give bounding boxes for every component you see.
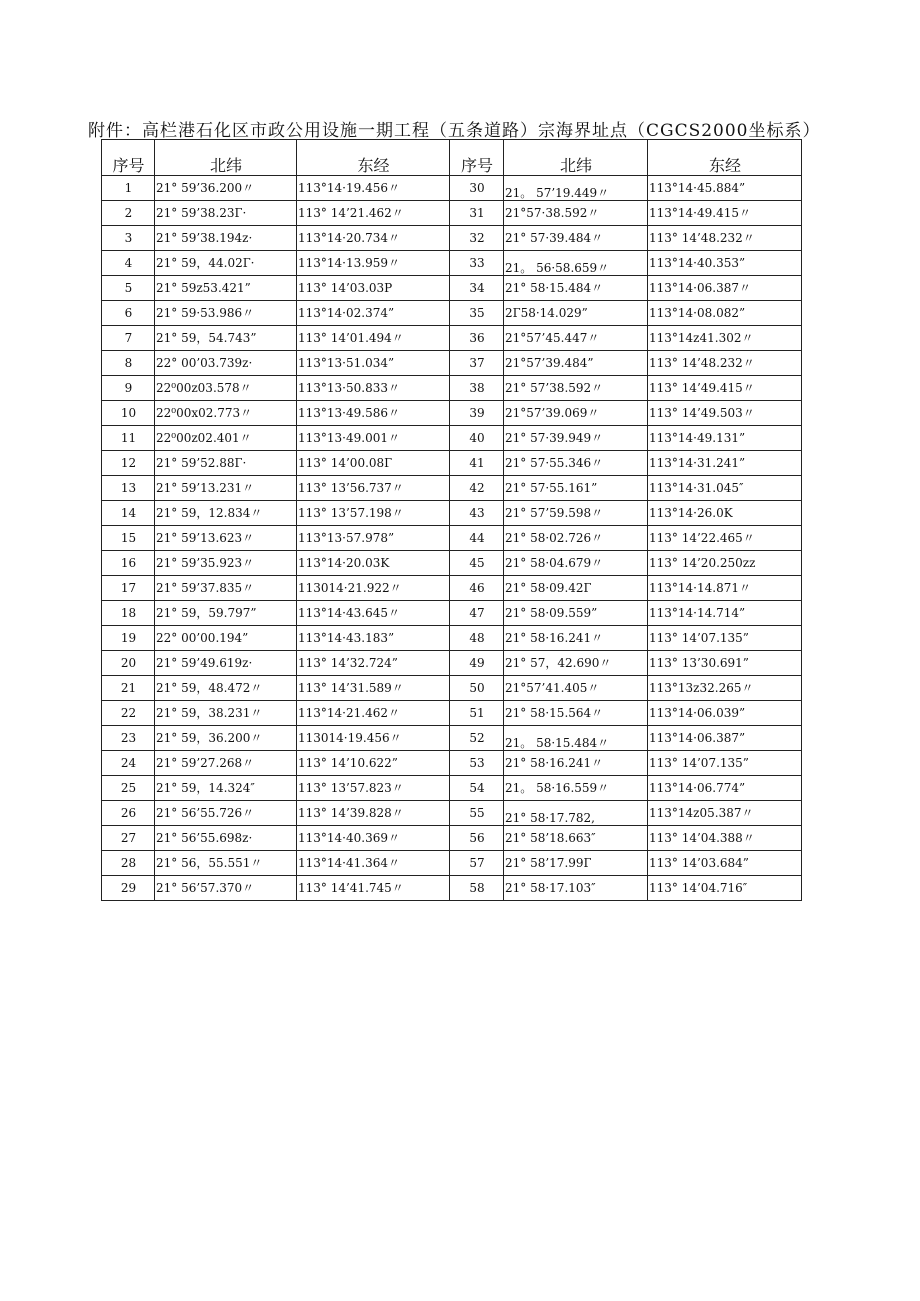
latitude-cell: 21°57’39.069〃	[504, 401, 648, 426]
longitude-cell: 113° 13’57.198〃	[297, 501, 450, 526]
latitude-cell: 21° 58·15.564〃	[504, 701, 648, 726]
seq-cell: 37	[450, 351, 504, 376]
longitude-cell: 113° 14’32.724”	[297, 651, 450, 676]
seq-cell: 30	[450, 176, 504, 201]
seq-cell: 3	[102, 226, 155, 251]
table-row	[102, 801, 802, 826]
seq-cell: 21	[102, 676, 155, 701]
latitude-cell: 21° 59，36.200〃	[155, 726, 297, 751]
latitude-cell: 21。 58·15.484〃	[504, 726, 648, 751]
latitude-cell: 21° 56’57.370〃	[155, 876, 297, 901]
latitude-cell: 21°57’39.484”	[504, 351, 648, 376]
longitude-cell: 113°14·02.374”	[297, 301, 450, 326]
table-row	[102, 226, 802, 251]
longitude-cell: 113°14·43.645〃	[297, 601, 450, 626]
seq-cell: 10	[102, 401, 155, 426]
longitude-cell: 113°13z32.265〃	[648, 676, 802, 701]
seq-cell: 58	[450, 876, 504, 901]
seq-cell: 19	[102, 626, 155, 651]
latitude-cell: 22⁰00z02.401〃	[155, 426, 297, 451]
latitude-cell: 21° 59，48.472〃	[155, 676, 297, 701]
latitude-cell: 21°57·38.592〃	[504, 201, 648, 226]
seq-cell: 8	[102, 351, 155, 376]
longitude-cell: 113°14·08.082”	[648, 301, 802, 326]
latitude-cell: 22⁰00z03.578〃	[155, 376, 297, 401]
table-row	[102, 826, 802, 851]
longitude-cell: 113°14z05.387〃	[648, 801, 802, 826]
latitude-cell: 21° 57·55.161”	[504, 476, 648, 501]
seq-cell: 6	[102, 301, 155, 326]
latitude-cell: 21° 59·53.986〃	[155, 301, 297, 326]
table-row	[102, 201, 802, 226]
seq-cell: 5	[102, 276, 155, 301]
longitude-cell: 113° 14’07.135”	[648, 751, 802, 776]
header-lon-right: 东经	[648, 140, 802, 176]
latitude-cell: 21° 59’13.623〃	[155, 526, 297, 551]
longitude-cell: 113°14·31.241”	[648, 451, 802, 476]
longitude-cell: 113°14·26.0K	[648, 501, 802, 526]
latitude-cell: 21° 59’13.231〃	[155, 476, 297, 501]
longitude-cell: 113° 14’00.08Г	[297, 451, 450, 476]
latitude-cell: 21° 57·39.484〃	[504, 226, 648, 251]
longitude-cell: 113°13·49.586〃	[297, 401, 450, 426]
latitude-cell: 21° 58·04.679〃	[504, 551, 648, 576]
table-row	[102, 551, 802, 576]
seq-cell: 43	[450, 501, 504, 526]
longitude-cell: 113° 14’48.232〃	[648, 351, 802, 376]
seq-cell: 14	[102, 501, 155, 526]
latitude-cell: 21° 58·09.42Г	[504, 576, 648, 601]
seq-cell: 44	[450, 526, 504, 551]
seq-cell: 1	[102, 176, 155, 201]
table-row	[102, 501, 802, 526]
seq-cell: 12	[102, 451, 155, 476]
longitude-cell: 113°14·19.456〃	[297, 176, 450, 201]
seq-cell: 2	[102, 201, 155, 226]
latitude-cell: 21° 56’55.698z·	[155, 826, 297, 851]
longitude-cell: 113° 14’10.622”	[297, 751, 450, 776]
table-row	[102, 626, 802, 651]
longitude-cell: 113°14·06.039”	[648, 701, 802, 726]
seq-cell: 20	[102, 651, 155, 676]
longitude-cell: 113°14·40.369〃	[297, 826, 450, 851]
seq-cell: 54	[450, 776, 504, 801]
table-row	[102, 601, 802, 626]
longitude-cell: 113° 14’07.135”	[648, 626, 802, 651]
longitude-cell: 113° 13’30.691”	[648, 651, 802, 676]
latitude-cell: 21° 59，44.02Г·	[155, 251, 297, 276]
longitude-cell: 113° 14’04.716″	[648, 876, 802, 901]
longitude-cell: 113° 14’41.745〃	[297, 876, 450, 901]
longitude-cell: 113°14·14.714”	[648, 601, 802, 626]
latitude-cell: 21° 58’17.99Г	[504, 851, 648, 876]
table-row	[102, 351, 802, 376]
latitude-cell: 21° 59，59.797”	[155, 601, 297, 626]
longitude-cell: 113014·21.922〃	[297, 576, 450, 601]
table-row	[102, 526, 802, 551]
latitude-cell: 2Г58·14.029”	[504, 301, 648, 326]
seq-cell: 23	[102, 726, 155, 751]
longitude-cell: 113°13·51.034”	[297, 351, 450, 376]
table-header-row	[102, 140, 802, 176]
longitude-cell: 113°14·20.734〃	[297, 226, 450, 251]
seq-cell: 47	[450, 601, 504, 626]
table-row	[102, 701, 802, 726]
seq-cell: 24	[102, 751, 155, 776]
longitude-cell: 113° 14’20.250zz	[648, 551, 802, 576]
longitude-cell: 113° 14’31.589〃	[297, 676, 450, 701]
longitude-cell: 113°14·06.387〃	[648, 276, 802, 301]
header-lat-right: 北纬	[504, 140, 648, 176]
table-row	[102, 776, 802, 801]
longitude-cell: 113° 14’49.415〃	[648, 376, 802, 401]
seq-cell: 42	[450, 476, 504, 501]
latitude-cell: 21° 59’36.200〃	[155, 176, 297, 201]
seq-cell: 7	[102, 326, 155, 351]
longitude-cell: 113°14·41.364〃	[297, 851, 450, 876]
seq-cell: 31	[450, 201, 504, 226]
table-row	[102, 276, 802, 301]
header-seq-left: 序号	[102, 140, 155, 176]
latitude-cell: 21° 58·16.241〃	[504, 751, 648, 776]
seq-cell: 26	[102, 801, 155, 826]
page-title: 附件：高栏港石化区市政公用设施一期工程（五条道路）宗海界址点（CGCS2000坐标系）	[88, 121, 821, 141]
longitude-cell: 113°14·06.387”	[648, 726, 802, 751]
latitude-cell: 21° 58·15.484〃	[504, 276, 648, 301]
seq-cell: 9	[102, 376, 155, 401]
table-row	[102, 476, 802, 501]
table-row	[102, 576, 802, 601]
latitude-cell: 21° 59’27.268〃	[155, 751, 297, 776]
latitude-cell: 21° 58·17.782,	[504, 801, 648, 826]
seq-cell: 27	[102, 826, 155, 851]
boundary-points-table	[101, 139, 802, 901]
latitude-cell: 21° 57·39.949〃	[504, 426, 648, 451]
longitude-cell: 113°14z41.302〃	[648, 326, 802, 351]
seq-cell: 40	[450, 426, 504, 451]
table-row	[102, 301, 802, 326]
seq-cell: 38	[450, 376, 504, 401]
table-row	[102, 176, 802, 201]
seq-cell: 22	[102, 701, 155, 726]
table-row	[102, 251, 802, 276]
seq-cell: 4	[102, 251, 155, 276]
longitude-cell: 113°14·49.131”	[648, 426, 802, 451]
latitude-cell: 21。 57’19.449〃	[504, 176, 648, 201]
longitude-cell: 113° 14’21.462〃	[297, 201, 450, 226]
longitude-cell: 113014·19.456〃	[297, 726, 450, 751]
latitude-cell: 21° 59’35.923〃	[155, 551, 297, 576]
latitude-cell: 21° 58·02.726〃	[504, 526, 648, 551]
header-lon-left: 东经	[297, 140, 450, 176]
seq-cell: 33	[450, 251, 504, 276]
latitude-cell: 22° 00’00.194”	[155, 626, 297, 651]
longitude-cell: 113° 14’01.494〃	[297, 326, 450, 351]
latitude-cell: 21° 58·17.103″	[504, 876, 648, 901]
header-seq-right: 序号	[450, 140, 504, 176]
latitude-cell: 21° 57·55.346〃	[504, 451, 648, 476]
seq-cell: 13	[102, 476, 155, 501]
table-row	[102, 751, 802, 776]
latitude-cell: 21。 56·58.659〃	[504, 251, 648, 276]
longitude-cell: 113°14·21.462〃	[297, 701, 450, 726]
table-row	[102, 676, 802, 701]
latitude-cell: 21° 59’38.23Г·	[155, 201, 297, 226]
longitude-cell: 113°14·20.03K	[297, 551, 450, 576]
longitude-cell: 113° 14’22.465〃	[648, 526, 802, 551]
latitude-cell: 21° 59’37.835〃	[155, 576, 297, 601]
seq-cell: 41	[450, 451, 504, 476]
table-row	[102, 401, 802, 426]
longitude-cell: 113°13·50.833〃	[297, 376, 450, 401]
longitude-cell: 113° 14’03.03P	[297, 276, 450, 301]
table-row	[102, 651, 802, 676]
table-row	[102, 326, 802, 351]
seq-cell: 46	[450, 576, 504, 601]
latitude-cell: 21° 58·16.241〃	[504, 626, 648, 651]
longitude-cell: 113° 14’48.232〃	[648, 226, 802, 251]
longitude-cell: 113°14·06.774”	[648, 776, 802, 801]
seq-cell: 32	[450, 226, 504, 251]
longitude-cell: 113°14·14.871〃	[648, 576, 802, 601]
seq-cell: 34	[450, 276, 504, 301]
latitude-cell: 21° 58·09.559”	[504, 601, 648, 626]
latitude-cell: 21° 59，14.324″	[155, 776, 297, 801]
latitude-cell: 21° 59’38.194z·	[155, 226, 297, 251]
latitude-cell: 21° 59，38.231〃	[155, 701, 297, 726]
latitude-cell: 21°57’41.405〃	[504, 676, 648, 701]
latitude-cell: 21° 57，42.690〃	[504, 651, 648, 676]
longitude-cell: 113° 13’57.823〃	[297, 776, 450, 801]
table-row	[102, 726, 802, 751]
header-lat-left: 北纬	[155, 140, 297, 176]
table-row	[102, 376, 802, 401]
seq-cell: 56	[450, 826, 504, 851]
latitude-cell: 22⁰00x02.773〃	[155, 401, 297, 426]
longitude-cell: 113° 14’03.684”	[648, 851, 802, 876]
seq-cell: 55	[450, 801, 504, 826]
latitude-cell: 21° 56，55.551〃	[155, 851, 297, 876]
latitude-cell: 21° 57’38.592〃	[504, 376, 648, 401]
latitude-cell: 21° 57’59.598〃	[504, 501, 648, 526]
seq-cell: 28	[102, 851, 155, 876]
seq-cell: 17	[102, 576, 155, 601]
latitude-cell: 21。 58·16.559〃	[504, 776, 648, 801]
latitude-cell: 21° 59’49.619z·	[155, 651, 297, 676]
table-row	[102, 426, 802, 451]
seq-cell: 15	[102, 526, 155, 551]
seq-cell: 48	[450, 626, 504, 651]
seq-cell: 35	[450, 301, 504, 326]
longitude-cell: 113°13·57.978”	[297, 526, 450, 551]
latitude-cell: 21° 58’18.663″	[504, 826, 648, 851]
longitude-cell: 113° 14’49.503〃	[648, 401, 802, 426]
latitude-cell: 22° 00’03.739z·	[155, 351, 297, 376]
longitude-cell: 113°14·45.884”	[648, 176, 802, 201]
latitude-cell: 21° 59’52.88Г·	[155, 451, 297, 476]
latitude-cell: 21° 59，12.834〃	[155, 501, 297, 526]
seq-cell: 29	[102, 876, 155, 901]
seq-cell: 53	[450, 751, 504, 776]
latitude-cell: 21°57’45.447〃	[504, 326, 648, 351]
table-row	[102, 876, 802, 901]
longitude-cell: 113°14·13.959〃	[297, 251, 450, 276]
seq-cell: 51	[450, 701, 504, 726]
table-row	[102, 851, 802, 876]
seq-cell: 57	[450, 851, 504, 876]
seq-cell: 50	[450, 676, 504, 701]
longitude-cell: 113° 14’39.828〃	[297, 801, 450, 826]
latitude-cell: 21° 56’55.726〃	[155, 801, 297, 826]
latitude-cell: 21° 59z53.421”	[155, 276, 297, 301]
longitude-cell: 113°14·40.353”	[648, 251, 802, 276]
seq-cell: 45	[450, 551, 504, 576]
seq-cell: 18	[102, 601, 155, 626]
seq-cell: 52	[450, 726, 504, 751]
longitude-cell: 113°14·31.045″	[648, 476, 802, 501]
longitude-cell: 113° 14’04.388〃	[648, 826, 802, 851]
table-row	[102, 451, 802, 476]
seq-cell: 39	[450, 401, 504, 426]
longitude-cell: 113°13·49.001〃	[297, 426, 450, 451]
seq-cell: 16	[102, 551, 155, 576]
longitude-cell: 113°14·49.415〃	[648, 201, 802, 226]
longitude-cell: 113° 13’56.737〃	[297, 476, 450, 501]
latitude-cell: 21° 59，54.743”	[155, 326, 297, 351]
seq-cell: 11	[102, 426, 155, 451]
seq-cell: 36	[450, 326, 504, 351]
seq-cell: 49	[450, 651, 504, 676]
seq-cell: 25	[102, 776, 155, 801]
longitude-cell: 113°14·43.183”	[297, 626, 450, 651]
